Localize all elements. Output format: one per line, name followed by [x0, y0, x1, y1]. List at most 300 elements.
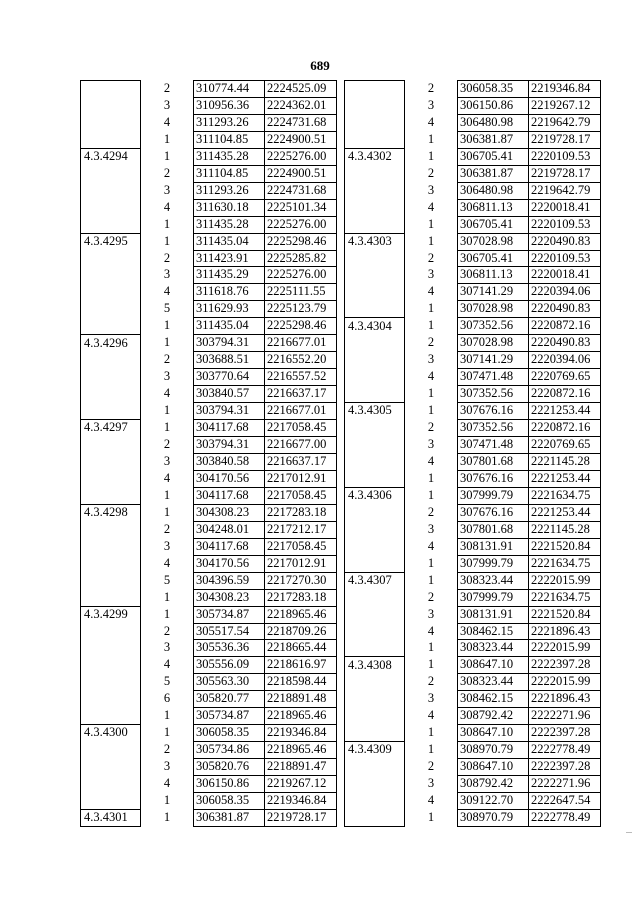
table-row — [81, 708, 337, 725]
x-coordinate-cell: 311435.04 — [194, 318, 265, 335]
x-coordinate-cell: 306480.98 — [458, 182, 529, 199]
table-row — [81, 301, 337, 318]
y-coordinate-cell: 2225298.46 — [265, 233, 337, 250]
point-number-cell: 3 — [163, 453, 171, 468]
y-coordinate-cell: 2220769.65 — [529, 437, 601, 454]
point-number-cell: 1 — [163, 487, 171, 502]
y-coordinate-cell: 2222271.96 — [529, 708, 601, 725]
parcel-id-cell — [345, 623, 405, 640]
y-coordinate-cell: 2218891.47 — [265, 759, 337, 776]
table-row — [345, 623, 601, 640]
y-coordinate-cell: 2225111.55 — [265, 284, 337, 301]
x-coordinate-cell: 306058.35 — [458, 81, 529, 98]
parcel-id-cell: 4.3.4295 — [81, 233, 141, 250]
point-number-cell: 2 — [163, 437, 171, 452]
table-row — [345, 589, 601, 606]
x-coordinate-cell: 308131.91 — [458, 606, 529, 623]
x-coordinate-cell: 307676.16 — [458, 504, 529, 521]
y-coordinate-cell: 2220394.06 — [529, 352, 601, 369]
table-row — [81, 538, 337, 555]
table-row — [81, 521, 337, 538]
point-number-cell: 1 — [427, 318, 435, 333]
point-number-cell: 1 — [427, 555, 435, 570]
table-row — [81, 216, 337, 233]
point-number-cell: 4 — [163, 776, 171, 791]
table-row — [345, 437, 601, 454]
parcel-id-cell — [81, 453, 141, 470]
x-coordinate-cell: 307028.98 — [458, 301, 529, 318]
point-number-cell: 1 — [163, 233, 171, 248]
table-row — [345, 776, 601, 793]
table-row — [81, 555, 337, 572]
point-number-cell: 2 — [163, 623, 171, 638]
parcel-id-cell — [345, 759, 405, 776]
point-number-cell: 3 — [163, 640, 171, 655]
point-number-cell: 2 — [427, 81, 435, 95]
y-coordinate-cell: 2216637.17 — [265, 453, 337, 470]
point-number-cell: 1 — [163, 148, 171, 163]
table-row — [81, 487, 337, 504]
y-coordinate-cell: 2218965.46 — [265, 606, 337, 623]
point-number-cell: 6 — [163, 691, 171, 706]
parcel-id-cell — [345, 284, 405, 301]
y-coordinate-cell: 2216637.17 — [265, 386, 337, 403]
parcel-id-cell: 4.3.4306 — [345, 487, 405, 504]
point-number-cell: 2 — [427, 674, 435, 689]
x-coordinate-cell: 305820.76 — [194, 759, 265, 776]
parcel-id-cell — [345, 725, 405, 742]
y-coordinate-cell: 2220109.53 — [529, 148, 601, 165]
point-number-cell: 4 — [427, 538, 435, 553]
table-row — [345, 148, 601, 165]
point-number-cell: 1 — [163, 809, 171, 824]
x-coordinate-cell: 303770.64 — [194, 369, 265, 386]
x-coordinate-cell: 311104.85 — [194, 131, 265, 148]
y-coordinate-cell: 2219267.12 — [529, 97, 601, 114]
parcel-id-cell: 4.3.4308 — [345, 657, 405, 674]
table-row — [81, 284, 337, 301]
parcel-id-cell: 4.3.4304 — [345, 318, 405, 335]
table-row — [345, 403, 601, 420]
x-coordinate-cell: 306811.13 — [458, 267, 529, 284]
x-coordinate-cell: 311423.91 — [194, 250, 265, 267]
coordinates-table-right — [344, 80, 601, 827]
parcel-id-cell — [345, 267, 405, 284]
y-coordinate-cell: 2218965.46 — [265, 708, 337, 725]
parcel-id-cell: 4.3.4307 — [345, 572, 405, 589]
table-row — [81, 250, 337, 267]
point-number-cell: 3 — [427, 97, 435, 112]
table-row — [345, 555, 601, 572]
table-row — [81, 182, 337, 199]
parcel-id-cell — [345, 437, 405, 454]
x-coordinate-cell: 307028.98 — [458, 233, 529, 250]
y-coordinate-cell: 2225276.00 — [265, 267, 337, 284]
x-coordinate-cell: 307801.68 — [458, 521, 529, 538]
parcel-id-cell — [81, 352, 141, 369]
point-number-cell: 1 — [163, 318, 171, 333]
table-row — [345, 470, 601, 487]
table-row — [345, 640, 601, 657]
y-coordinate-cell: 2217058.45 — [265, 538, 337, 555]
table-row — [81, 420, 337, 437]
parcel-id-cell — [345, 335, 405, 352]
x-coordinate-cell: 311293.26 — [194, 114, 265, 131]
x-coordinate-cell: 311435.28 — [194, 216, 265, 233]
point-number-cell: 1 — [163, 793, 171, 808]
x-coordinate-cell: 307141.29 — [458, 284, 529, 301]
table-row — [345, 809, 601, 826]
x-coordinate-cell: 306150.86 — [194, 776, 265, 793]
x-coordinate-cell: 308323.44 — [458, 572, 529, 589]
parcel-id-cell — [345, 182, 405, 199]
parcel-id-cell: 4.3.4299 — [81, 606, 141, 623]
y-coordinate-cell: 2222397.28 — [529, 657, 601, 674]
x-coordinate-cell: 309122.70 — [458, 793, 529, 810]
x-coordinate-cell: 307141.29 — [458, 352, 529, 369]
point-number-cell: 4 — [427, 793, 435, 808]
x-coordinate-cell: 303688.51 — [194, 352, 265, 369]
parcel-id-cell — [345, 420, 405, 437]
point-number-cell: 1 — [427, 386, 435, 401]
parcel-id-cell — [81, 521, 141, 538]
parcel-id-cell — [81, 674, 141, 691]
table-row — [345, 521, 601, 538]
table-row — [345, 708, 601, 725]
y-coordinate-cell: 2222397.28 — [529, 759, 601, 776]
point-number-cell: 2 — [163, 81, 171, 95]
parcel-id-cell — [345, 538, 405, 555]
point-number-cell: 4 — [427, 114, 435, 129]
table-row — [345, 131, 601, 148]
y-coordinate-cell: 2220018.41 — [529, 199, 601, 216]
table-row — [345, 216, 601, 233]
parcel-id-cell: 4.3.4309 — [345, 742, 405, 759]
x-coordinate-cell: 306811.13 — [458, 199, 529, 216]
table-row — [81, 606, 337, 623]
page-number: 689 — [310, 58, 330, 73]
parcel-id-cell — [345, 301, 405, 318]
x-coordinate-cell: 305517.54 — [194, 623, 265, 640]
x-coordinate-cell: 311293.26 — [194, 182, 265, 199]
y-coordinate-cell: 2220394.06 — [529, 284, 601, 301]
table-row — [345, 487, 601, 504]
y-coordinate-cell: 2221634.75 — [529, 555, 601, 572]
table-row — [81, 131, 337, 148]
parcel-id-cell — [81, 793, 141, 810]
parcel-id-cell: 4.3.4294 — [81, 148, 141, 165]
x-coordinate-cell: 308462.15 — [458, 623, 529, 640]
parcel-id-cell — [81, 487, 141, 504]
point-number-cell: 3 — [427, 606, 435, 621]
point-number-cell: 5 — [163, 572, 171, 587]
point-number-cell: 4 — [163, 284, 171, 299]
y-coordinate-cell: 2216677.00 — [265, 437, 337, 454]
y-coordinate-cell: 2221145.28 — [529, 453, 601, 470]
parcel-id-cell — [81, 708, 141, 725]
x-coordinate-cell: 306381.87 — [458, 165, 529, 182]
point-number-cell: 4 — [163, 555, 171, 570]
point-number-cell: 1 — [427, 487, 435, 502]
y-coordinate-cell: 2218965.46 — [265, 742, 337, 759]
x-coordinate-cell: 311629.93 — [194, 301, 265, 318]
x-coordinate-cell: 305820.77 — [194, 691, 265, 708]
point-number-cell: 3 — [427, 691, 435, 706]
x-coordinate-cell: 306480.98 — [458, 114, 529, 131]
table-row — [81, 793, 337, 810]
parcel-id-cell — [81, 589, 141, 606]
x-coordinate-cell: 307999.79 — [458, 487, 529, 504]
table-row — [81, 640, 337, 657]
table-row — [345, 538, 601, 555]
x-coordinate-cell: 305563.30 — [194, 674, 265, 691]
x-coordinate-cell: 306381.87 — [194, 809, 265, 826]
x-coordinate-cell: 307028.98 — [458, 335, 529, 352]
x-coordinate-cell: 305536.36 — [194, 640, 265, 657]
point-number-cell: 4 — [427, 369, 435, 384]
parcel-id-cell — [345, 809, 405, 826]
y-coordinate-cell: 2222015.99 — [529, 572, 601, 589]
point-number-cell: 1 — [163, 589, 171, 604]
parcel-id-cell — [81, 267, 141, 284]
table-row — [81, 572, 337, 589]
parcel-id-cell: 4.3.4303 — [345, 233, 405, 250]
y-coordinate-cell: 2220490.83 — [529, 335, 601, 352]
y-coordinate-cell: 2217012.91 — [265, 555, 337, 572]
parcel-id-cell — [81, 284, 141, 301]
y-coordinate-cell: 2222397.28 — [529, 725, 601, 742]
parcel-id-cell — [81, 386, 141, 403]
x-coordinate-cell: 303840.57 — [194, 386, 265, 403]
table-row — [345, 725, 601, 742]
point-number-cell: 3 — [163, 267, 171, 282]
table-row — [81, 504, 337, 521]
point-number-cell: 1 — [427, 216, 435, 231]
point-number-cell: 1 — [163, 708, 171, 723]
parcel-id-cell: 4.3.4301 — [81, 809, 141, 826]
table-row — [345, 674, 601, 691]
table-row — [81, 97, 337, 114]
y-coordinate-cell: 2219346.84 — [265, 793, 337, 810]
parcel-id-cell — [345, 453, 405, 470]
point-number-cell: 4 — [427, 453, 435, 468]
y-coordinate-cell: 2221253.44 — [529, 470, 601, 487]
y-coordinate-cell: 2221634.75 — [529, 589, 601, 606]
parcel-id-cell — [345, 708, 405, 725]
x-coordinate-cell: 304117.68 — [194, 487, 265, 504]
x-coordinate-cell: 303794.31 — [194, 335, 265, 352]
point-number-cell: 2 — [427, 165, 435, 180]
point-number-cell: 5 — [163, 674, 171, 689]
table-row — [345, 81, 601, 98]
x-coordinate-cell: 308792.42 — [458, 708, 529, 725]
y-coordinate-cell: 2222778.49 — [529, 809, 601, 826]
x-coordinate-cell: 306150.86 — [458, 97, 529, 114]
point-number-cell: 1 — [163, 335, 171, 350]
x-coordinate-cell: 311630.18 — [194, 199, 265, 216]
table-row — [81, 369, 337, 386]
point-number-cell: 2 — [427, 759, 435, 774]
coordinates-table-left — [80, 80, 337, 827]
parcel-id-cell — [345, 352, 405, 369]
parcel-id-cell — [345, 691, 405, 708]
x-coordinate-cell: 311435.29 — [194, 267, 265, 284]
point-number-cell: 4 — [163, 199, 171, 214]
y-coordinate-cell: 2219267.12 — [265, 776, 337, 793]
parcel-id-cell — [81, 301, 141, 318]
y-coordinate-cell: 2222015.99 — [529, 640, 601, 657]
y-coordinate-cell: 2219642.79 — [529, 114, 601, 131]
parcel-id-cell — [81, 369, 141, 386]
point-number-cell: 3 — [427, 267, 435, 282]
table-row — [345, 504, 601, 521]
parcel-id-cell — [81, 199, 141, 216]
y-coordinate-cell: 2217212.17 — [265, 521, 337, 538]
y-coordinate-cell: 2221520.84 — [529, 606, 601, 623]
point-number-cell: 1 — [163, 420, 171, 435]
parcel-id-cell — [345, 470, 405, 487]
x-coordinate-cell: 311618.76 — [194, 284, 265, 301]
parcel-id-cell — [81, 165, 141, 182]
x-coordinate-cell: 307352.56 — [458, 420, 529, 437]
table-row — [81, 691, 337, 708]
y-coordinate-cell: 2220872.16 — [529, 386, 601, 403]
table-row — [345, 606, 601, 623]
x-coordinate-cell: 308323.44 — [458, 640, 529, 657]
point-number-cell: 2 — [427, 420, 435, 435]
point-number-cell: 1 — [163, 606, 171, 621]
y-coordinate-cell: 2217283.18 — [265, 589, 337, 606]
y-coordinate-cell: 2222271.96 — [529, 776, 601, 793]
y-coordinate-cell: 2221896.43 — [529, 691, 601, 708]
parcel-id-cell — [81, 572, 141, 589]
x-coordinate-cell: 304117.68 — [194, 538, 265, 555]
y-coordinate-cell: 2221145.28 — [529, 521, 601, 538]
parcel-id-cell — [345, 589, 405, 606]
point-number-cell: 1 — [163, 403, 171, 418]
y-coordinate-cell: 2219728.17 — [529, 131, 601, 148]
x-coordinate-cell: 308323.44 — [458, 674, 529, 691]
table-row — [81, 352, 337, 369]
point-number-cell: 1 — [427, 725, 435, 740]
point-number-cell: 2 — [163, 521, 171, 536]
x-coordinate-cell: 307676.16 — [458, 403, 529, 420]
table-row — [345, 742, 601, 759]
table-row — [345, 386, 601, 403]
parcel-id-cell — [345, 386, 405, 403]
table-row — [81, 318, 337, 335]
table-row — [345, 759, 601, 776]
parcel-id-cell — [81, 640, 141, 657]
parcel-id-cell — [345, 674, 405, 691]
parcel-id-cell: 4.3.4298 — [81, 504, 141, 521]
table-row — [345, 420, 601, 437]
y-coordinate-cell: 2218709.26 — [265, 623, 337, 640]
point-number-cell: 4 — [163, 386, 171, 401]
table-row — [345, 301, 601, 318]
parcel-id-cell — [345, 369, 405, 386]
x-coordinate-cell: 306705.41 — [458, 216, 529, 233]
table-row — [81, 81, 337, 98]
x-coordinate-cell: 304170.56 — [194, 555, 265, 572]
parcel-id-cell — [81, 555, 141, 572]
parcel-id-cell: 4.3.4305 — [345, 403, 405, 420]
point-number-cell: 4 — [427, 199, 435, 214]
parcel-id-cell — [81, 657, 141, 674]
table-row — [81, 759, 337, 776]
parcel-id-cell — [345, 606, 405, 623]
table-row — [81, 233, 337, 250]
y-coordinate-cell: 2219728.17 — [265, 809, 337, 826]
y-coordinate-cell: 2217270.30 — [265, 572, 337, 589]
point-number-cell: 2 — [427, 335, 435, 350]
parcel-id-cell — [345, 555, 405, 572]
table-row — [81, 437, 337, 454]
point-number-cell: 1 — [427, 657, 435, 672]
parcel-id-cell — [345, 793, 405, 810]
y-coordinate-cell: 2221520.84 — [529, 538, 601, 555]
point-number-cell: 1 — [163, 131, 171, 146]
point-number-cell: 3 — [163, 369, 171, 384]
x-coordinate-cell: 310774.44 — [194, 81, 265, 98]
point-number-cell: 1 — [427, 233, 435, 248]
parcel-id-cell — [81, 216, 141, 233]
y-coordinate-cell: 2217058.45 — [265, 487, 337, 504]
point-number-cell: 1 — [163, 504, 171, 519]
y-coordinate-cell: 2218616.97 — [265, 657, 337, 674]
x-coordinate-cell: 306381.87 — [458, 131, 529, 148]
x-coordinate-cell: 304396.59 — [194, 572, 265, 589]
y-coordinate-cell: 2216557.52 — [265, 369, 337, 386]
parcel-id-cell — [81, 131, 141, 148]
table-row — [81, 623, 337, 640]
y-coordinate-cell: 2216677.01 — [265, 335, 337, 352]
point-number-cell: 3 — [163, 538, 171, 553]
parcel-id-cell — [81, 742, 141, 759]
x-coordinate-cell: 307999.79 — [458, 589, 529, 606]
point-number-cell: 4 — [427, 623, 435, 638]
y-coordinate-cell: 2218665.44 — [265, 640, 337, 657]
y-coordinate-cell: 2221896.43 — [529, 623, 601, 640]
point-number-cell: 3 — [163, 97, 171, 112]
point-number-cell: 1 — [427, 301, 435, 316]
parcel-id-cell — [81, 250, 141, 267]
table-row — [345, 335, 601, 352]
table-row — [81, 776, 337, 793]
x-coordinate-cell: 303840.58 — [194, 453, 265, 470]
point-number-cell: 1 — [427, 742, 435, 757]
y-coordinate-cell: 2221634.75 — [529, 487, 601, 504]
point-number-cell: 2 — [427, 504, 435, 519]
table-row — [345, 318, 601, 335]
y-coordinate-cell: 2225123.79 — [265, 301, 337, 318]
y-coordinate-cell: 2219728.17 — [529, 165, 601, 182]
point-number-cell: 4 — [163, 114, 171, 129]
x-coordinate-cell: 305734.87 — [194, 606, 265, 623]
x-coordinate-cell: 307471.48 — [458, 369, 529, 386]
parcel-id-cell — [345, 81, 405, 98]
table-row — [345, 97, 601, 114]
y-coordinate-cell: 2216552.20 — [265, 352, 337, 369]
x-coordinate-cell: 308792.42 — [458, 776, 529, 793]
table-row — [345, 182, 601, 199]
y-coordinate-cell: 2225298.46 — [265, 318, 337, 335]
y-coordinate-cell: 2218598.44 — [265, 674, 337, 691]
parcel-id-cell — [81, 470, 141, 487]
y-coordinate-cell: 2225276.00 — [265, 216, 337, 233]
parcel-id-cell — [345, 131, 405, 148]
y-coordinate-cell: 2222647.54 — [529, 793, 601, 810]
